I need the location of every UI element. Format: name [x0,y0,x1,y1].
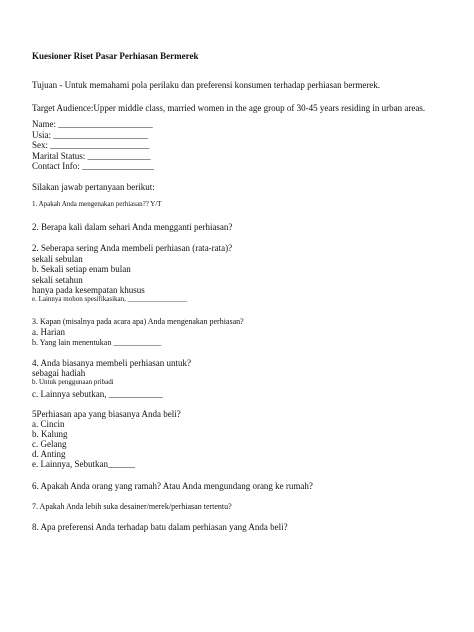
question-6: 5Perhiasan apa yang biasanya Anda beli? [32,409,181,419]
question-3-option: sekali sebulan [32,254,83,264]
question-6-option: c. Gelang [32,439,67,449]
field-age: Usia: _____________________ [32,130,148,140]
question-6-option: a. Cincin [32,419,65,429]
instruction-text: Silakan jawab pertanyaan berikut: [32,182,155,192]
question-6-option: e. Lainnya, Sebutkan______ [32,459,135,469]
field-name: Name: _____________________ [32,119,153,129]
question-4: 3. Kapan (misalnya pada acara apa) Anda mengenakan perhiasan? [32,317,244,326]
question-3: 2. Seberapa sering Anda membeli perhiasan (rata-rata)? [32,243,233,253]
field-sex: Sex: ______________________ [32,140,150,150]
purpose-text: Tujuan - Untuk memahami pola perilaku dan preferensi konsumen terhadap perhiasan bermerek. [32,80,381,90]
question-4-option: b. Yang lain menentukan ____________ [32,338,162,347]
question-9: 8. Apa preferensi Anda terhadap batu dalam perhiasan yang Anda beli? [32,522,288,532]
question-6-option: d. Anting [32,449,66,459]
question-8: 7. Apakah Anda lebih suka desainer/merek/perhiasan tertentu? [32,502,232,511]
question-3-option: b. Sekali setiap enam bulan [32,264,131,274]
question-5-option: c. Lainnya sebutkan, ____________ [32,389,163,399]
question-4-option: a. Harian [32,327,65,337]
question-5-option: sebagai hadiah [32,368,86,378]
field-marital-status: Marital Status: ______________ [32,151,151,161]
field-contact-info: Contact Info: ________________ [32,161,154,171]
document-title: Kuesioner Riset Pasar Perhiasan Bermerek [32,51,199,61]
question-1: 1. Apakah Anda mengenakan perhiasan?? Y/T [32,200,162,208]
question-2: 2. Berapa kali dalam sehari Anda mengganti perhiasan? [32,222,233,232]
question-3-option: sekali setahun [32,275,83,285]
question-5-option: b. Untuk penggunaan pribadi [32,378,114,386]
question-3-option: hanya pada kesempatan khusus [32,285,145,295]
question-3-option: e. Lainnya mohon spesifikasikan, _________________ [32,295,188,303]
question-6-option: b. Kalung [32,429,68,439]
question-7: 6. Apakah Anda orang yang ramah? Atau Anda mengundang orang ke rumah? [32,481,313,491]
question-5: 4. Anda biasanya membeli perhiasan untuk? [32,358,191,368]
target-audience-text: Target Audience:Upper middle class, married women in the age group of 30-45 years residing in urban areas. [32,103,426,113]
